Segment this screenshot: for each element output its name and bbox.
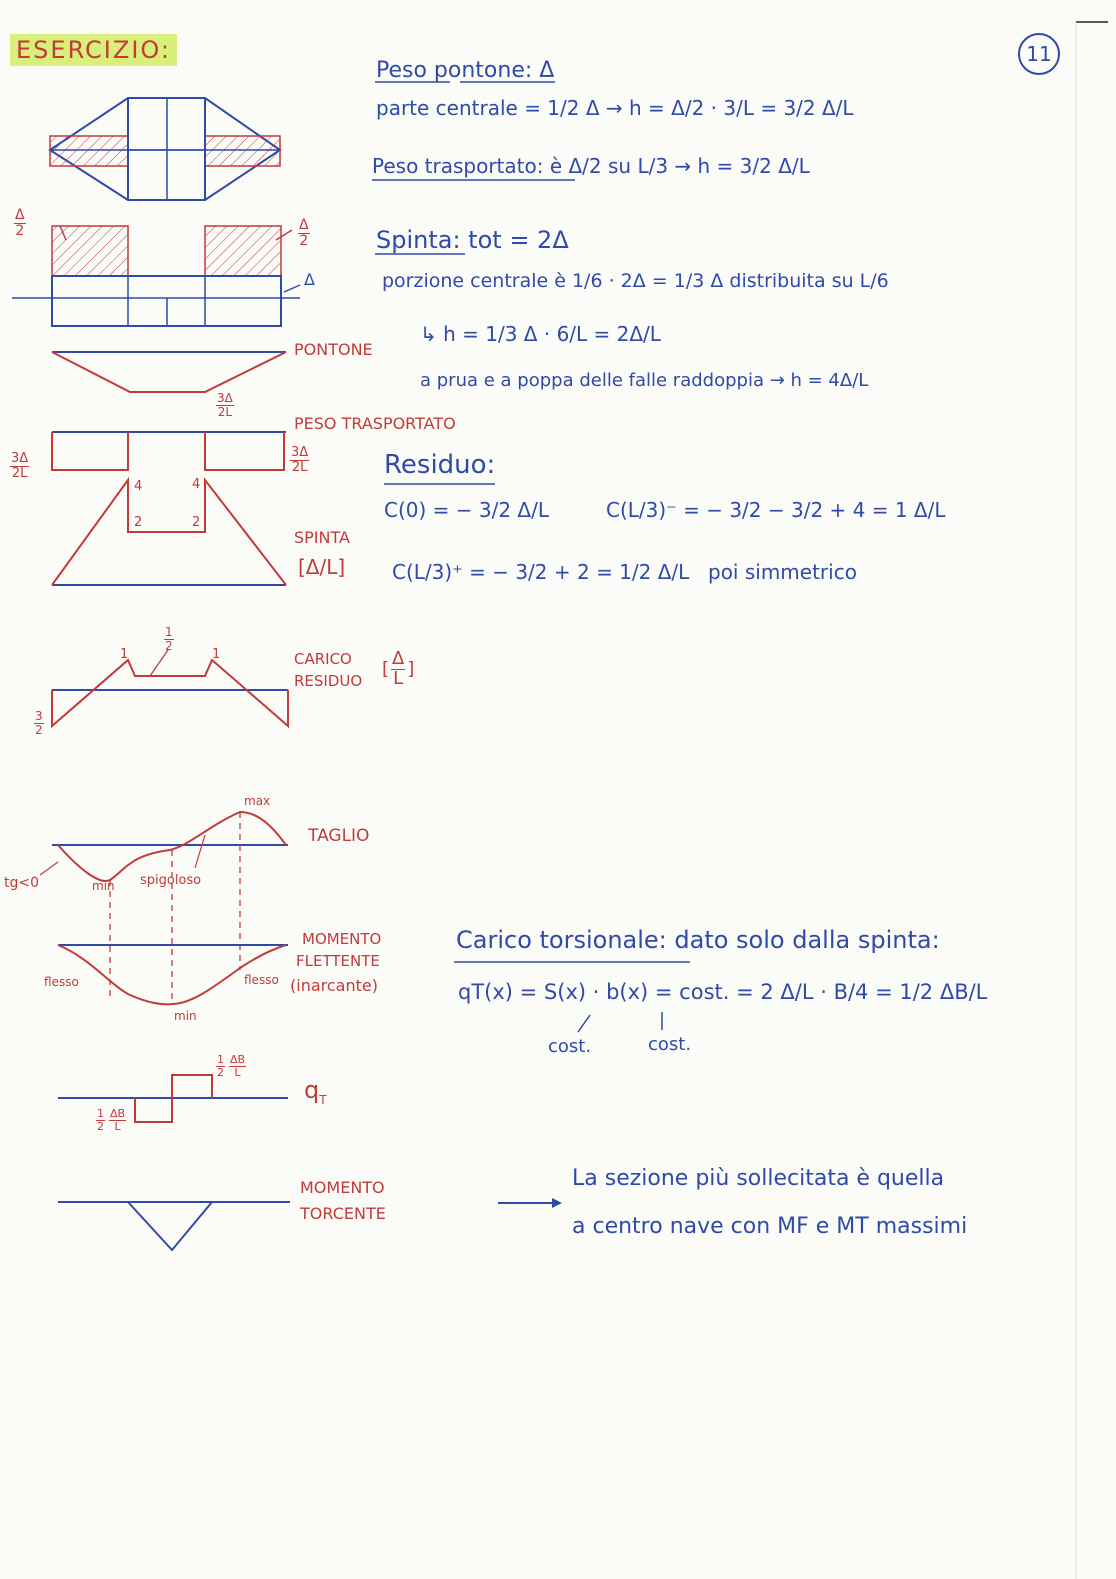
title-highlight: ESERCIZIO:	[10, 34, 177, 66]
residuo-val-1-right: 1	[212, 647, 221, 662]
carico-residuo-diagram	[52, 647, 288, 726]
momento-min: min	[174, 1009, 197, 1023]
exercise-title	[10, 38, 177, 62]
pontoon-plan-view	[50, 98, 280, 200]
qt-top-value: $\frac{1}{2}$ $\frac{\Delta B}{L}$	[217, 1053, 246, 1079]
taglio-spigoloso: spigoloso	[140, 873, 202, 888]
note-carico-torsionale: Carico torsionale: dato solo dalla spinta:	[456, 926, 940, 954]
note-peso-trasportato: Peso trasportato: è Δ/2 su L/3 → h = 3/2 Δ/L	[372, 154, 810, 178]
note-peso-pontone: Peso pontone: Δ	[376, 58, 555, 83]
spinta-val-4-right: 4	[192, 477, 201, 492]
label-three-half-dl-top: $\frac{3\Delta}{2L}$	[217, 391, 233, 419]
note-conclusione-1: La sezione più sollecitata è quella	[572, 1166, 945, 1191]
label-taglio: TAGLIO	[308, 826, 370, 846]
label-delta-half-left: $\frac{\Delta}{2}$	[15, 207, 25, 239]
spinta-val-4-left: 4	[134, 479, 143, 494]
spinta-val-2-left: 2	[134, 515, 143, 530]
label-carico-unit: [ $\frac{\Delta}{L}$ ]	[382, 648, 415, 689]
peso-trasportato-diagram	[52, 432, 286, 470]
residuo-val-three-half: $\frac{3}{2}$	[35, 709, 43, 737]
label-peso-trasportato: PESO TRASPORTATO	[294, 414, 456, 433]
label-spinta-unit: [Δ/L]	[298, 555, 346, 579]
note-h-line: ↳ h = 1/3 Δ · 6/L = 2Δ/L	[420, 322, 661, 346]
flesso-left: flesso	[44, 975, 79, 989]
note-residuo: Residuo:	[384, 450, 496, 480]
note-cost-1: cost.	[548, 1036, 592, 1057]
label-momento-t: MOMENTO	[300, 1178, 385, 1197]
note-parte-centrale: parte centrale = 1/2 Δ → h = Δ/2 · 3/L = 3/2 Δ/L	[376, 96, 854, 120]
spinta-val-2-right: 2	[192, 515, 201, 530]
label-delta: Δ	[304, 270, 315, 289]
label-torcente: TORCENTE	[300, 1204, 386, 1223]
note-porzione: porzione centrale è 1/6 · 2Δ = 1/3 Δ distribuita su L/6	[382, 270, 889, 292]
label-delta-half-right: $\frac{\Delta}{2}$	[299, 217, 309, 249]
note-qt-formula: qT(x) = S(x) · b(x) = cost. = 2 Δ/L · B/4 = 1/2 ΔB/L	[458, 980, 988, 1004]
page-number: 11	[1018, 33, 1060, 75]
label-inarcante: (inarcante)	[290, 976, 378, 995]
pontone-weight-diagram	[52, 352, 286, 392]
pontoon-side-view	[12, 226, 300, 326]
residuo-val-half: $\frac{1}{2}$	[165, 625, 173, 653]
qt-bottom-value: $\frac{1}{2}$ $\frac{\Delta B}{L}$	[97, 1107, 126, 1133]
note-cost-2: cost.	[648, 1034, 692, 1055]
note-spinta: Spinta: tot = 2Δ	[376, 226, 569, 254]
note-conclusione-2: a centro nave con MF e MT massimi	[572, 1214, 968, 1239]
qt-diagram	[58, 1075, 288, 1122]
label-pontone: PONTONE	[294, 340, 373, 359]
label-momento: MOMENTO	[302, 930, 382, 948]
label-three-half-dl-left: $\frac{3\Delta}{2L}$	[11, 451, 29, 481]
taglio-diagram	[40, 812, 288, 1000]
note-prua: a prua e a poppa delle falle raddoppia → h = 4Δ/L	[420, 370, 869, 391]
note-c-l3-plus: C(L/3)⁺ = − 3/2 + 2 = 1/2 Δ/L	[392, 560, 690, 584]
label-carico: CARICO	[294, 650, 352, 668]
taglio-max: max	[244, 794, 271, 808]
spinta-diagram	[52, 477, 286, 585]
momento-torcente-diagram	[58, 1202, 290, 1250]
taglio-min: min	[92, 879, 115, 893]
taglio-tg: tg<0	[4, 875, 40, 891]
label-residuo: RESIDUO	[294, 672, 363, 690]
label-flettente: FLETTENTE	[296, 952, 380, 970]
flesso-right: flesso	[244, 973, 279, 987]
label-three-half-dl-right: $\frac{3\Delta}{2L}$	[291, 445, 309, 475]
note-c-l3-minus: C(L/3)⁻ = − 3/2 − 3/2 + 4 = 1 Δ/L	[606, 498, 946, 522]
label-qt: $q_T$	[304, 1076, 327, 1107]
label-spinta: SPINTA	[294, 528, 350, 547]
residuo-val-1-left: 1	[120, 647, 129, 662]
note-poi-simmetrico: poi simmetrico	[708, 560, 857, 584]
note-c0: C(0) = − 3/2 Δ/L	[384, 498, 549, 522]
